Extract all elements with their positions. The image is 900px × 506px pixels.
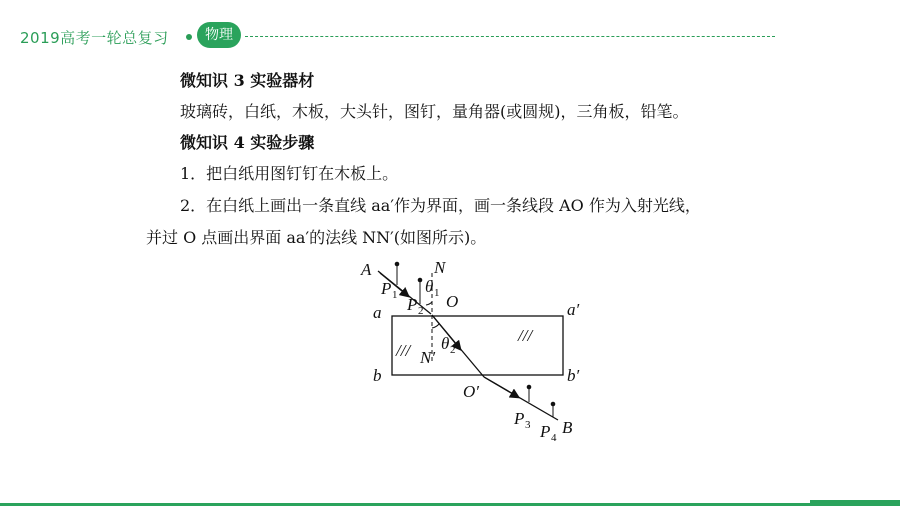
step-2-line-1: 2．在白纸上画出一条直线 aa′作为界面，画一条线段 AO 作为入射光线，	[180, 196, 701, 215]
hatch-right: ///	[518, 326, 533, 345]
label-O-prime: O′	[463, 382, 479, 401]
label-theta1-sub: 1	[434, 287, 440, 299]
label-P2: P	[407, 295, 418, 314]
label-theta2-sub: 2	[450, 344, 456, 356]
label-b-prime: b′	[567, 366, 580, 385]
step-2-line-2: 并过 O 点画出界面 aa′的法线 NN′(如图所示)。	[146, 228, 487, 247]
emergent-arrow	[484, 377, 518, 397]
label-P1-sub: 1	[392, 289, 398, 301]
heading-materials: 微知识 3 实验器材	[180, 71, 315, 90]
angle-arc-2	[432, 324, 439, 328]
label-O: O	[446, 292, 459, 311]
label-A: A	[361, 260, 372, 279]
hatch-left: ///	[396, 341, 411, 360]
materials-text: 玻璃砖，白纸，木板，大头针，图钉，量角器(或圆规)，三角板，铅笔。	[180, 102, 689, 121]
angle-arc-1	[426, 302, 432, 305]
header-divider	[245, 36, 775, 37]
label-N-prime: N′	[420, 348, 436, 367]
label-theta1: θ	[425, 277, 434, 296]
label-a-prime: a′	[567, 300, 580, 319]
label-P3-sub: 3	[525, 419, 531, 431]
subject-badge: 物理	[197, 22, 241, 48]
label-P4: P	[540, 422, 551, 441]
label-N: N	[434, 258, 446, 277]
label-P3: P	[514, 409, 525, 428]
label-theta2: θ	[441, 334, 450, 353]
glass-block	[392, 316, 563, 375]
label-P1: P	[381, 279, 392, 298]
label-P4-sub: 4	[551, 432, 557, 444]
page-header	[0, 0, 900, 60]
heading-steps: 微知识 4 实验步骤	[180, 133, 315, 152]
refraction-diagram	[340, 255, 600, 450]
label-P2-sub: 2	[418, 305, 424, 317]
step-1: 1．把白纸用图钉钉在木板上。	[180, 164, 399, 183]
label-b: b	[373, 366, 382, 385]
label-a: a	[373, 303, 382, 322]
label-B: B	[562, 418, 573, 437]
header-dot	[186, 34, 192, 40]
course-title: 2019高考一轮总复习	[20, 29, 169, 47]
